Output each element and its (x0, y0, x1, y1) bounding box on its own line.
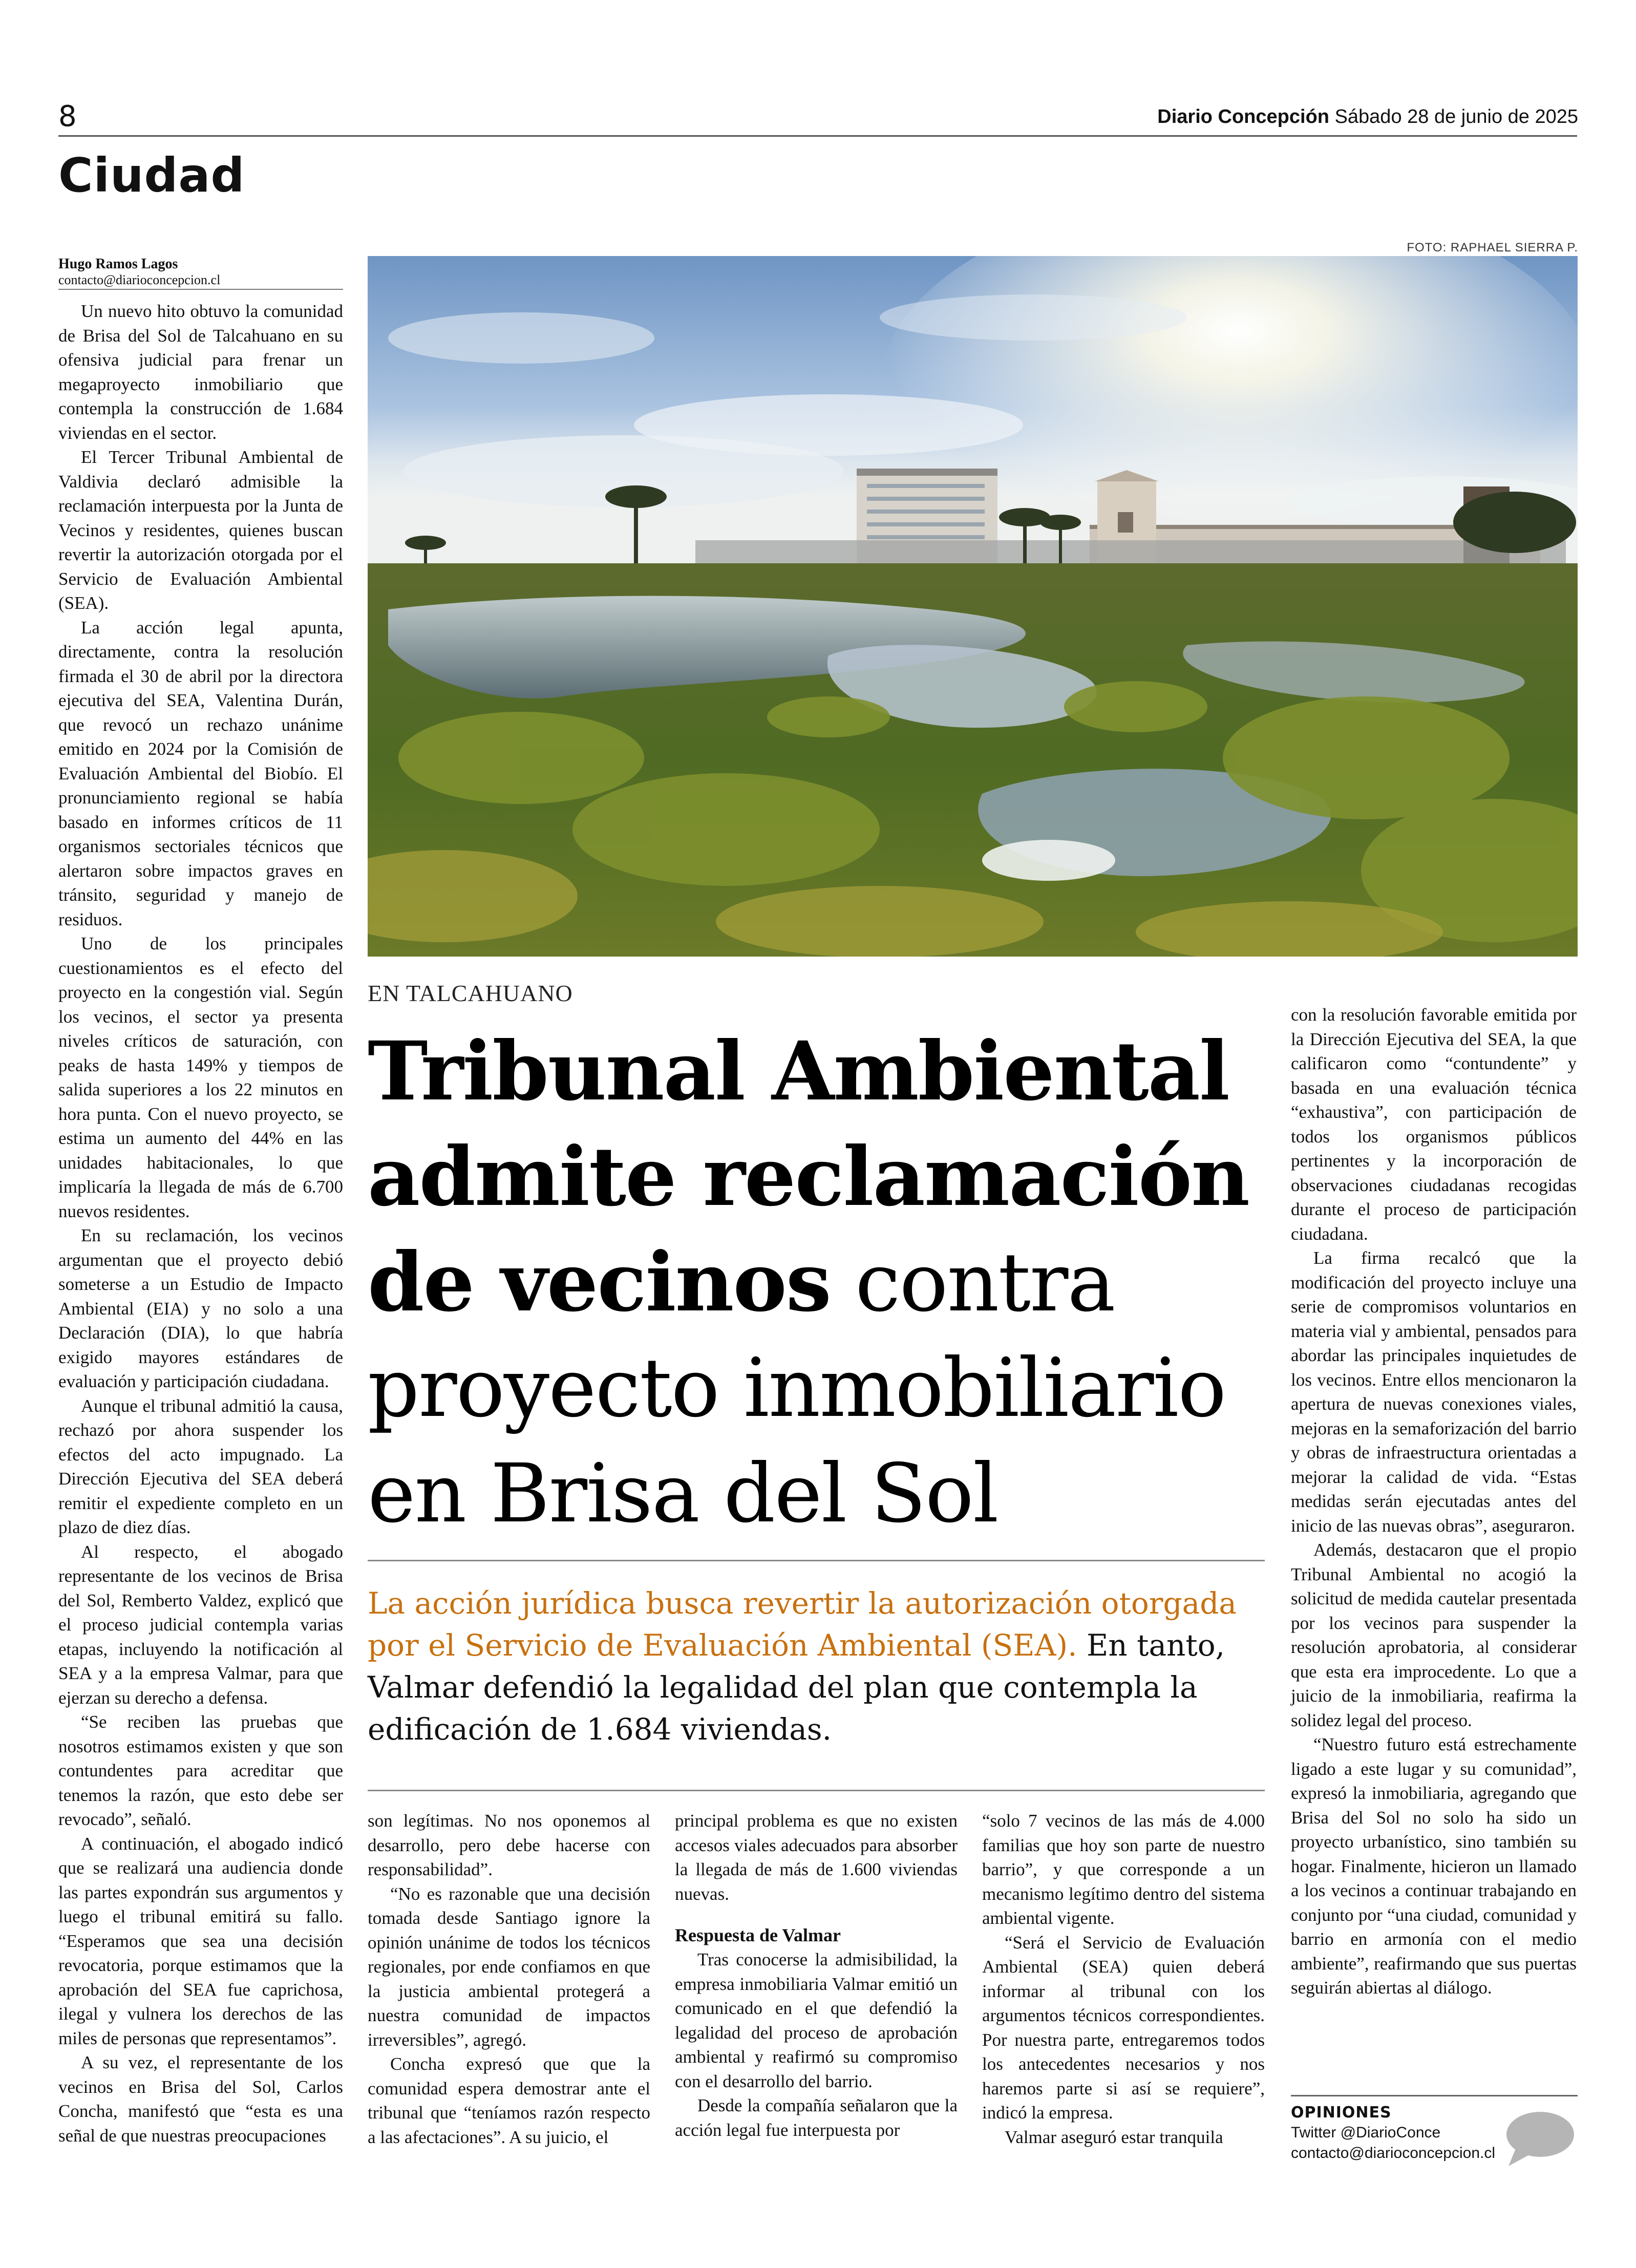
paragraph: Desde la compañía señalaron que la acción legal fue interpuesta por (675, 2095, 958, 2140)
columns-rule (368, 1790, 1265, 1791)
newspaper-name: Diario Concepción (1157, 106, 1329, 128)
headline (368, 1019, 1269, 1546)
paragraph: Tras conocerse la admisibilidad, la empresa inmobiliaria Valmar emitió un comunicado en el que defendió la legalidad del proceso de aprobación ambiental y reafirmó su compromiso con el desarrollo del barrio. (675, 1949, 958, 2091)
paragraph: Además, destacaron que el propio Tribunal Ambiental no acogió la solicitud de medida cautelar presentada por los vecinos para suspender la resolución aprobatoria, al considerar que esta era improcedente. Lo que a juicio de la inmobiliaria, reafirma la solidez legal del proceso. (1291, 1540, 1577, 1730)
paragraph: “Se reciben las pruebas que nosotros estimamos existen y que son contundentes para acreditar que tenemos la razón, que esto debe ser revocado”, señaló. (58, 1712, 343, 1829)
masthead (1157, 105, 1578, 129)
paragraph: principal problema es que no existen accesos viales adecuados para absorber la llegada de más de 1.600 viviendas nuevas. (675, 1811, 958, 1904)
paragraph: Un nuevo hito obtuvo la comunidad de Brisa del Sol de Talcahuano en su ofensiva judicial para frenar un megaproyecto inmobiliario que contempla la construcción de 1.684 viviendas en el sector. (58, 301, 343, 443)
opiniones-email[interactable]: contacto@diarioconcepcion.cl (1291, 2145, 1496, 2161)
paragraph: La firma recalcó que la modificación del proyecto incluye una serie de compromisos voluntarios en materia vial y ambiental, pensados para abordar las principales inquietudes de los vecinos. Entre ellos mencionaron la apertura de nuevas conexiones viales, mejoras en la semaforización del barrio y obras de infraestructura orientadas a mejorar la calidad de vida. “Estas medidas serán ejecutadas antes del inicio de las nuevas obras”, aseguraron. (1291, 1248, 1577, 1536)
byline-email[interactable]: contacto@diarioconcepcion.cl (58, 272, 221, 287)
speech-bubble-icon (1504, 2109, 1576, 2170)
headline-light: contra proyecto inmobiliario en Brisa del Sol (368, 1236, 1226, 1541)
paragraph: “Nuestro futuro está estrechamente ligado a este lugar y su comunidad”, expresó la inmobiliaria, agregando que Brisa del Sol no solo ha sido un proyecto urbanístico, sino también su hogar. Finalmente, hicieron un llamado a los vecinos a continuar trabajando en conjunto por “una ciudad, comunidad y barrio en armonía con el medio ambiente”, reafirmando que sus puertas seguirán abiertas al diálogo. (1291, 1734, 1577, 1998)
paragraph: La acción legal apunta, directamente, contra la resolución firmada el 30 de abril por la directora ejecutiva del SEA, Valentina Durán, que revocó un rechazo unánime emitido en 2024 por la Comisión de Evaluación Ambiental del Biobío. El pronunciamiento regional se había basado en informes críticos de 11 organismos sectoriales técnicos que alertaron sobre impactos graves en tránsito, seguridad y manejo de residuos. (58, 617, 343, 929)
paragraph: con la resolución favorable emitida por la Dirección Ejecutiva del SEA, la que calificaron como “contundente” y basada en una evaluación técnica “exhaustiva”, con participación de todos los organismos públicos pertinentes y la incorporación de observaciones ciudadanas recogidas durante el proceso de participación ciudadana. (1291, 1005, 1577, 1244)
article-column-1 (58, 299, 343, 2148)
headline-bold: Tribunal Ambiental admite reclamación de vecinos (368, 1024, 1249, 1330)
issue-date: Sábado 28 de junio de 2025 (1334, 106, 1578, 128)
section-title: Ciudad (58, 148, 245, 203)
paragraph: A continuación, el abogado indicó que se realizará una audiencia donde las partes expondrán sus argumentos y luego el tribunal emitirá su fallo. “Esperamos que sea una decisión revocatoria, porque estimamos que la aprobación del SEA fue caprichosa, ilegal y vulnera los derechos de las miles de personas que representamos”. (58, 1833, 343, 2048)
paragraph: Aunque el tribunal admitió la causa, rechazó por ahora suspender los efectos del acto impugnado. La Dirección Ejecutiva del SEA deberá remitir el expediente completo en un plazo de diez días. (58, 1395, 343, 1537)
article-column-2 (368, 1809, 650, 2149)
article-column-5 (1291, 1003, 1577, 2000)
article-column-4 (982, 1809, 1265, 2149)
paragraph: El Tercer Tribunal Ambiental de Valdivia declaró admisible la reclamación interpuesta por la Junta de Vecinos y residentes, quienes buscan revertir la autorización otorgada por el Servicio de Evaluación Ambiental (SEA). (58, 447, 343, 613)
paragraph: “No es razonable que una decisión tomada desde Santiago ignore la opinión unánime de todos los técnicos regionales, por ende confiamos en que la justicia ambiental protegerá a nuestra comunidad de impactos irreversibles”, agregó. (368, 1883, 650, 2050)
deck-rule (368, 1560, 1265, 1561)
paragraph: Al respecto, el abogado representante de los vecinos de Brisa del Sol, Remberto Valdez, explicó que el proceso judicial contempla varias etapas, incluyendo la notificación al SEA y a la empresa Valmar, para que ejerzan su derecho a defensa. (58, 1541, 343, 1708)
opiniones-twitter[interactable]: Twitter @DiarioConce (1291, 2124, 1441, 2141)
opiniones-rule (1291, 2095, 1578, 2096)
paragraph: “solo 7 vecinos de las más de 4.000 familias que hoy son parte de nuestro barrio”, y que corresponde a un mecanismo legítimo dentro del sistema ambiental vigente. (982, 1811, 1265, 1928)
paragraph: Valmar aseguró estar tranquila (1005, 2127, 1223, 2147)
paragraph: “Será el Servicio de Evaluación Ambiental (SEA) quien deberá informar al tribunal con los argumentos técnicos correspondientes. Por nuestra parte, entregaremos todos los antecedentes necesarios y nos haremos parte si así se requiere”, indicó la empresa. (982, 1932, 1265, 2123)
byline-author: Hugo Ramos Lagos (58, 256, 178, 272)
paragraph: son legítimas. No nos oponemos al desarrollo, pero debe hacerse con responsabilidad”. (368, 1811, 650, 1879)
header-rule (58, 135, 1577, 137)
deck-highlight: La acción jurídica busca revertir la autorización otorgada por el Servicio de Evaluación Ambiental (SEA). (368, 1586, 1237, 1663)
photo-credit: FOTO: RAPHAEL SIERRA P. (1407, 241, 1578, 255)
opiniones-title: OPINIONES (1291, 2104, 1392, 2122)
paragraph: Concha expresó que que la comunidad espera demostrar ante el tribunal que “teníamos razón respecto a las afectaciones”. A su juicio, el (368, 2054, 650, 2147)
paragraph: En su reclamación, los vecinos argumentan que el proyecto debió someterse a un Estudio de Impacto Ambiental (EIA) y no solo a una Declaración (DIA), lo que habría exigido mayores estándares de evaluación y participación ciudadana. (58, 1225, 343, 1391)
kicker: EN TALCAHUANO (368, 980, 573, 1006)
article-photo (368, 256, 1578, 957)
deck-text: En tanto, Valmar defendió la legalidad del plan que contempla la edificación de 1.684 viviendas. (368, 1628, 1225, 1747)
subheading: Respuesta de Valmar (675, 1925, 841, 1945)
paragraph: Uno de los principales cuestionamientos es el efecto del proyecto en la congestión vial. Según los vecinos, el sector ya presenta niveles críticos de saturación, con peaks de hasta 149% y tiempos de salida superiores a los 22 minutos en hora punta. Con el nuevo proyecto, se estima un aumento del 44% en las unidades habitacionales, lo que implicaría la llegada de más de 6.700 nuevos residentes. (58, 934, 343, 1221)
paragraph: A su vez, el representante de los vecinos en Brisa del Sol, Carlos Concha, manifestó que “esta es una señal de que nuestras preocupaciones (58, 2052, 343, 2146)
article-column-3 (675, 1809, 958, 2142)
page-number: 8 (58, 100, 77, 133)
deck (368, 1582, 1269, 1750)
byline-rule (58, 289, 343, 290)
